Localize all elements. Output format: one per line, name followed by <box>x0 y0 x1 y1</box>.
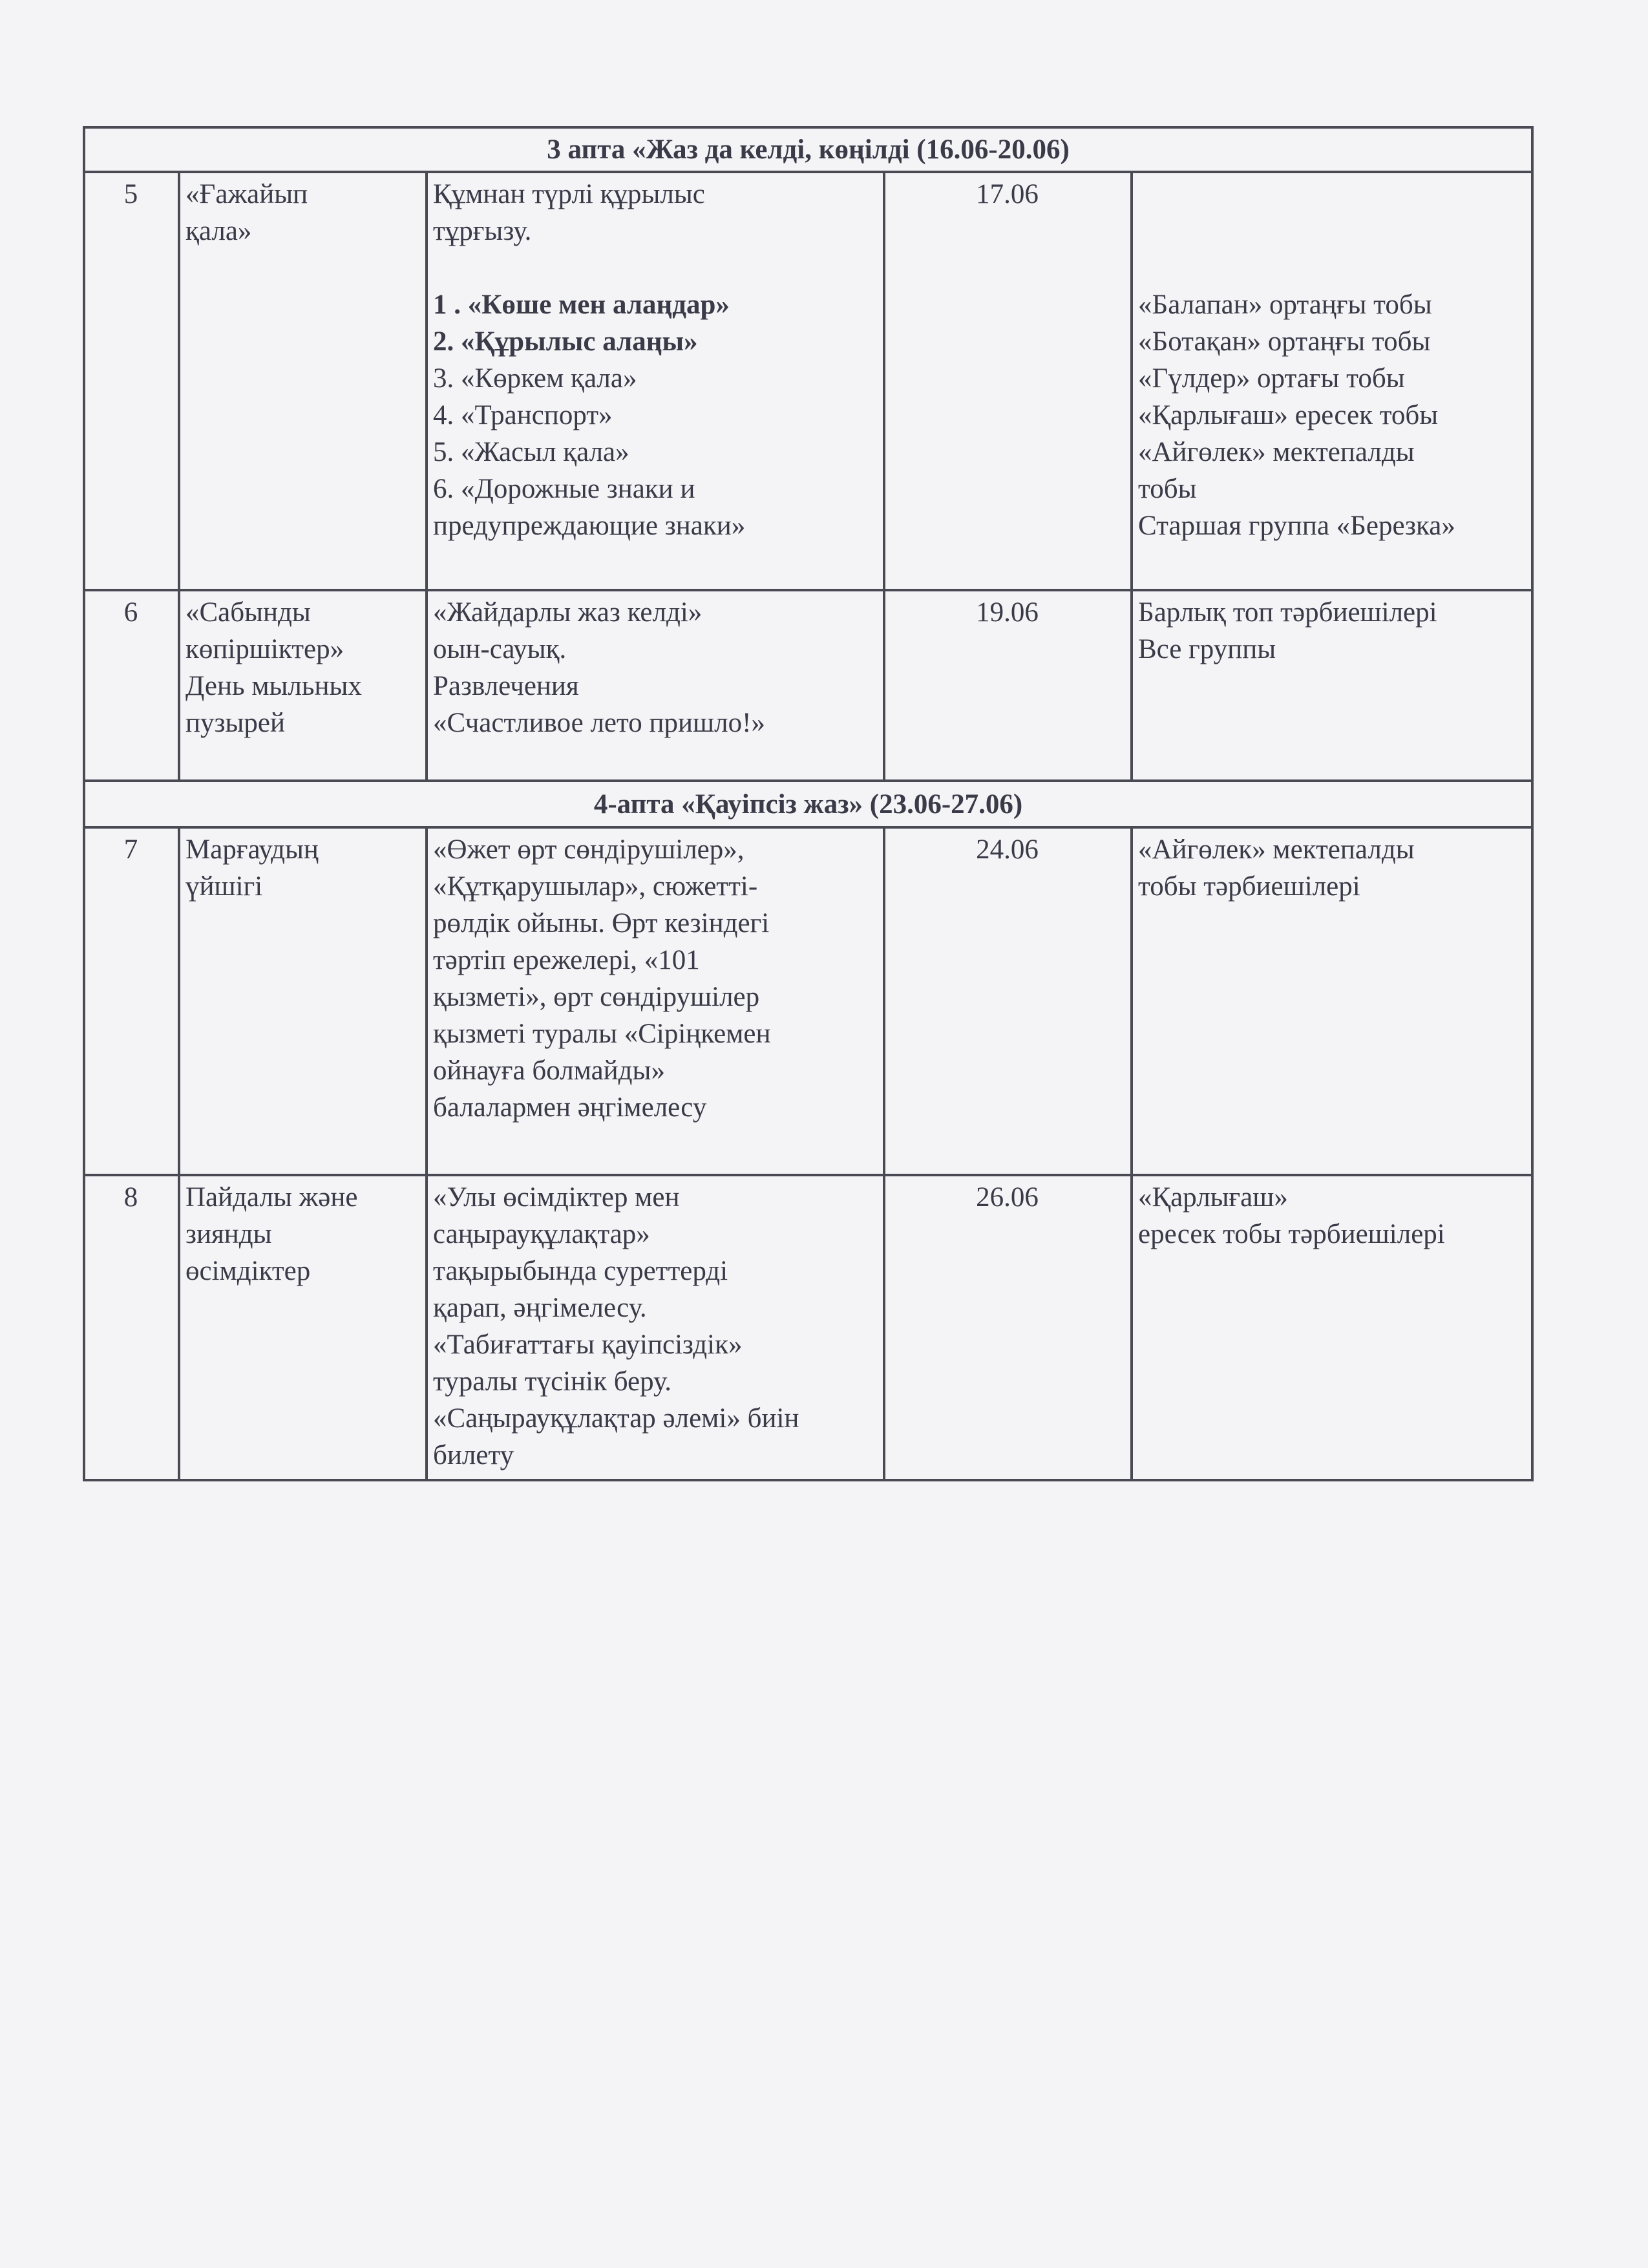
cell-line: Развлечения <box>433 671 579 701</box>
cell-line: тобы тәрбиешілері <box>1138 871 1360 902</box>
activity-cell <box>427 827 884 1175</box>
cell-line: туралы түсінік беру. <box>433 1366 671 1397</box>
cell-line: тәртіп ережелері, «101 <box>433 945 700 975</box>
row-number: 8 <box>84 1175 179 1480</box>
groups-cell <box>1132 172 1532 590</box>
cell-line: қызметі туралы «Сіріңкемен <box>433 1019 771 1049</box>
cell-line: оын-сауық. <box>433 634 567 664</box>
row-number: 6 <box>84 590 179 781</box>
cell-line: зиянды <box>185 1219 272 1249</box>
table-row <box>84 172 1532 590</box>
cell-line: «Табиғаттағы қауіпсіздік» <box>433 1330 743 1360</box>
cell-line: «Жайдарлы жаз келді» <box>433 597 703 628</box>
row-number: 7 <box>84 827 179 1175</box>
topic-cell <box>179 1175 427 1480</box>
cell-line: 4. «Транспорт» <box>433 400 613 430</box>
cell-line <box>433 249 876 286</box>
cell-line: пузырей <box>185 708 285 738</box>
groups-cell <box>1132 590 1532 781</box>
cell-line: предупреждающие знаки» <box>433 511 746 541</box>
cell-line: «Өжет өрт сөндірушілер», <box>433 834 745 865</box>
cell-line: саңырауқұлақтар» <box>433 1219 650 1249</box>
activity-plan-table <box>83 126 1534 1481</box>
cell-line: «Саңырауқұлақтар әлемі» биін <box>433 1403 799 1434</box>
cell-line: 6. «Дорожные знаки и <box>433 474 695 504</box>
activity-cell <box>427 172 884 590</box>
cell-line: «Ғажайып <box>185 179 308 209</box>
cell-line: День мыльных <box>185 671 362 701</box>
cell-line: «Айгөлек» мектепалды <box>1138 834 1415 865</box>
groups-cell <box>1132 1175 1532 1480</box>
cell-line: өсімдіктер <box>185 1256 311 1286</box>
cell-line: «Құтқарушылар», сюжетті- <box>433 871 758 902</box>
cell-line: Марғаудың <box>185 834 319 865</box>
cell-line: тұрғызу. <box>433 216 532 246</box>
cell-line: ересек тобы тәрбиешілері <box>1138 1219 1445 1249</box>
date-cell: 17.06 <box>884 172 1132 590</box>
cell-line: «Гүлдер» ортағы тобы <box>1138 363 1405 394</box>
cell-line: Пайдалы және <box>185 1182 358 1213</box>
table-row <box>84 1175 1532 1480</box>
cell-line: тақырыбында суреттерді <box>433 1256 728 1286</box>
table-row <box>84 827 1532 1175</box>
cell-line: «Улы өсімдіктер мен <box>433 1182 680 1213</box>
cell-line: «Қарлығаш» ересек тобы <box>1138 400 1439 430</box>
cell-line: «Балапан» ортаңғы тобы <box>1138 290 1432 320</box>
cell-line: көпіршіктер» <box>185 634 344 664</box>
cell-line: Все группы <box>1138 634 1276 664</box>
cell-line: 1 . «Көше мен алаңдар» <box>433 290 730 320</box>
week-header-row <box>84 127 1532 172</box>
cell-line: ойнауға болмайды» <box>433 1055 665 1086</box>
activity-cell <box>427 590 884 781</box>
cell-line: тобы <box>1138 474 1197 504</box>
date-cell: 19.06 <box>884 590 1132 781</box>
cell-line: 5. «Жасыл қала» <box>433 437 629 467</box>
cell-line: билету <box>433 1440 514 1470</box>
groups-cell <box>1132 827 1532 1175</box>
cell-line: «Ботақан» ортаңғы тобы <box>1138 326 1431 357</box>
cell-line: үйшігі <box>185 871 263 902</box>
cell-line: Старшая группа «Березка» <box>1138 511 1455 541</box>
cell-line: қызметі», өрт сөндірушілер <box>433 982 760 1012</box>
activity-cell <box>427 1175 884 1480</box>
topic-cell <box>179 827 427 1175</box>
date-cell: 24.06 <box>884 827 1132 1175</box>
table-row <box>84 590 1532 781</box>
row-number: 5 <box>84 172 179 590</box>
cell-line: рөлдік ойыны. Өрт кезіндегі <box>433 908 770 938</box>
cell-line: Құмнан түрлі құрылыс <box>433 179 705 209</box>
week-header-row <box>84 781 1532 827</box>
week-title: 4-апта «Қауіпсіз жаз» (23.06-27.06) <box>84 781 1532 827</box>
cell-line: 3. «Көркем қала» <box>433 363 637 394</box>
cell-line: балалармен әңгімелесу <box>433 1092 707 1123</box>
cell-line: 2. «Құрылыс алаңы» <box>433 326 698 357</box>
topic-cell <box>179 590 427 781</box>
cell-line: «Сабынды <box>185 597 311 628</box>
cell-line: Барлық топ тәрбиешілері <box>1138 597 1437 628</box>
cell-line: «Айгөлек» мектепалды <box>1138 437 1415 467</box>
week-title: 3 апта «Жаз да келді, көңілді (16.06-20.06) <box>84 127 1532 172</box>
cell-line: «Қарлығаш» <box>1138 1182 1288 1213</box>
cell-line: қарап, әңгімелесу. <box>433 1293 647 1323</box>
cell-line: «Счастливое лето пришло!» <box>433 708 765 738</box>
topic-cell <box>179 172 427 590</box>
date-cell: 26.06 <box>884 1175 1132 1480</box>
cell-line: қала» <box>185 216 252 246</box>
